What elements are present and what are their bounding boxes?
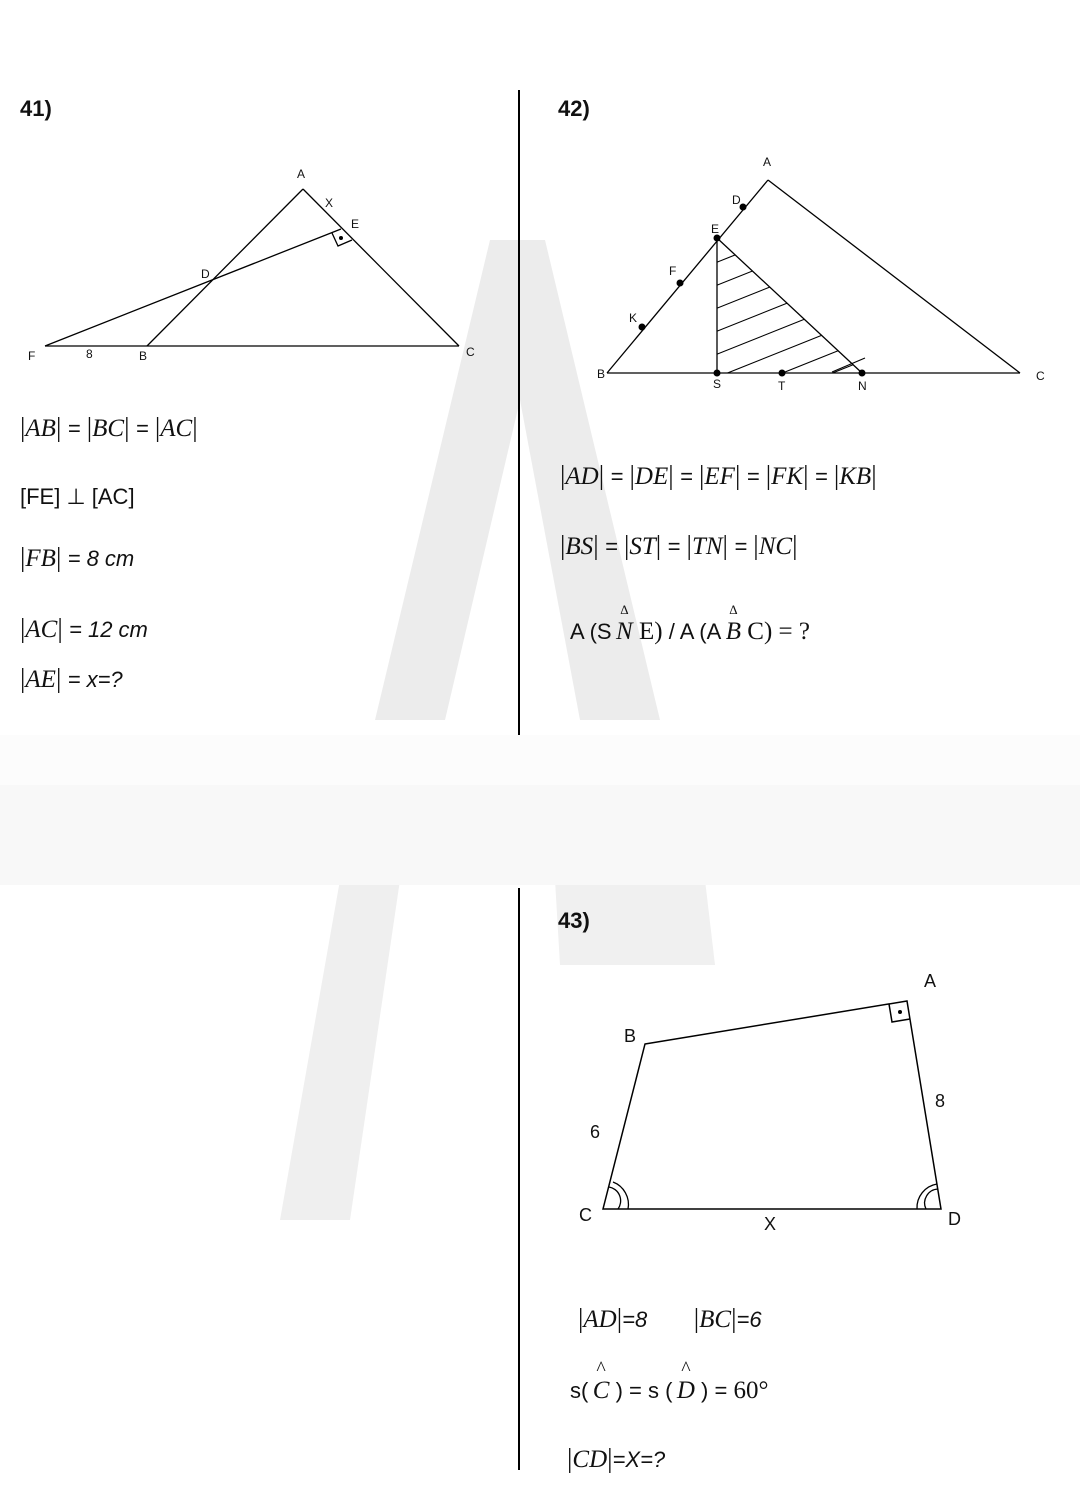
label-s: S <box>713 377 722 391</box>
point-f <box>677 280 684 287</box>
hatch-lines <box>710 245 900 390</box>
label-a: A <box>924 971 937 991</box>
label-x: X <box>764 1214 777 1234</box>
point-n <box>859 370 866 377</box>
segment-en <box>717 238 862 373</box>
label-c: C <box>579 1205 592 1225</box>
segment-ac <box>303 189 459 346</box>
label-n: N <box>858 379 867 393</box>
segment-ac <box>768 180 1020 373</box>
p43-question-cd: |CD|=X=? <box>567 1443 666 1473</box>
problem-43-figure <box>520 960 1060 1240</box>
p42-given-equal-segments-ab: |AD| = |DE| = |EF| = |FK| = |KB| <box>560 460 877 490</box>
quadrilateral-abcd <box>603 1001 941 1209</box>
label-x: X <box>325 196 334 210</box>
p43-given-sides: |AD|=8 |BC|=6 <box>578 1303 762 1333</box>
label-e: E <box>351 217 360 231</box>
p42-question-area-ratio: A (S Δ N E) / A (A Δ B C) = ? <box>570 602 810 645</box>
label-f: F <box>669 264 677 278</box>
label-8: 8 <box>935 1091 946 1111</box>
label-d: D <box>948 1209 961 1229</box>
problem-42-number: 42) <box>558 96 590 121</box>
label-6: 6 <box>590 1122 601 1142</box>
label-k: K <box>629 311 638 325</box>
p43-given-angles: s( ^ C ) = s ( ^ D ) = 60° <box>570 1358 769 1404</box>
problem-41-figure <box>0 160 518 370</box>
point-t <box>779 370 786 377</box>
p41-given-fb: |FB| = 8 cm <box>20 542 135 572</box>
label-b: B <box>624 1026 637 1046</box>
label-a: A <box>297 167 306 181</box>
segment-ba <box>147 189 303 346</box>
label-b: B <box>597 367 606 381</box>
label-c: C <box>1036 369 1045 383</box>
p41-given-perpendicular: [FE] ⊥ [AC] <box>20 484 135 509</box>
label-b: B <box>139 349 148 363</box>
p41-given-ac: |AC| = 12 cm <box>20 613 148 643</box>
angle-arc-d-2 <box>917 1184 937 1209</box>
label-f: F <box>28 349 36 363</box>
point-k <box>639 324 646 331</box>
segment-fe <box>45 229 341 346</box>
right-angle-dot <box>339 236 343 240</box>
problem-43-number: 43) <box>558 908 590 933</box>
label-e: E <box>711 222 720 236</box>
label-d: D <box>201 267 210 281</box>
point-s <box>714 370 721 377</box>
problem-41-number: 41) <box>20 96 52 121</box>
p41-given-equal-sides: |AB| = |BC| = |AC| <box>20 412 198 442</box>
p42-given-equal-segments-bc: |BS| = |ST| = |TN| = |NC| <box>560 530 798 560</box>
label-t: T <box>778 379 786 393</box>
label-c: C <box>466 345 475 359</box>
problem-42-figure <box>520 150 1060 400</box>
label-8: 8 <box>86 347 93 361</box>
label-a: A <box>763 155 772 169</box>
angle-arc-d <box>925 1189 938 1209</box>
angle-arc-c <box>609 1187 621 1209</box>
label-d: D <box>732 193 741 207</box>
p41-question-ae: |AE| = x=? <box>20 663 123 693</box>
right-angle-dot-a <box>898 1010 902 1014</box>
